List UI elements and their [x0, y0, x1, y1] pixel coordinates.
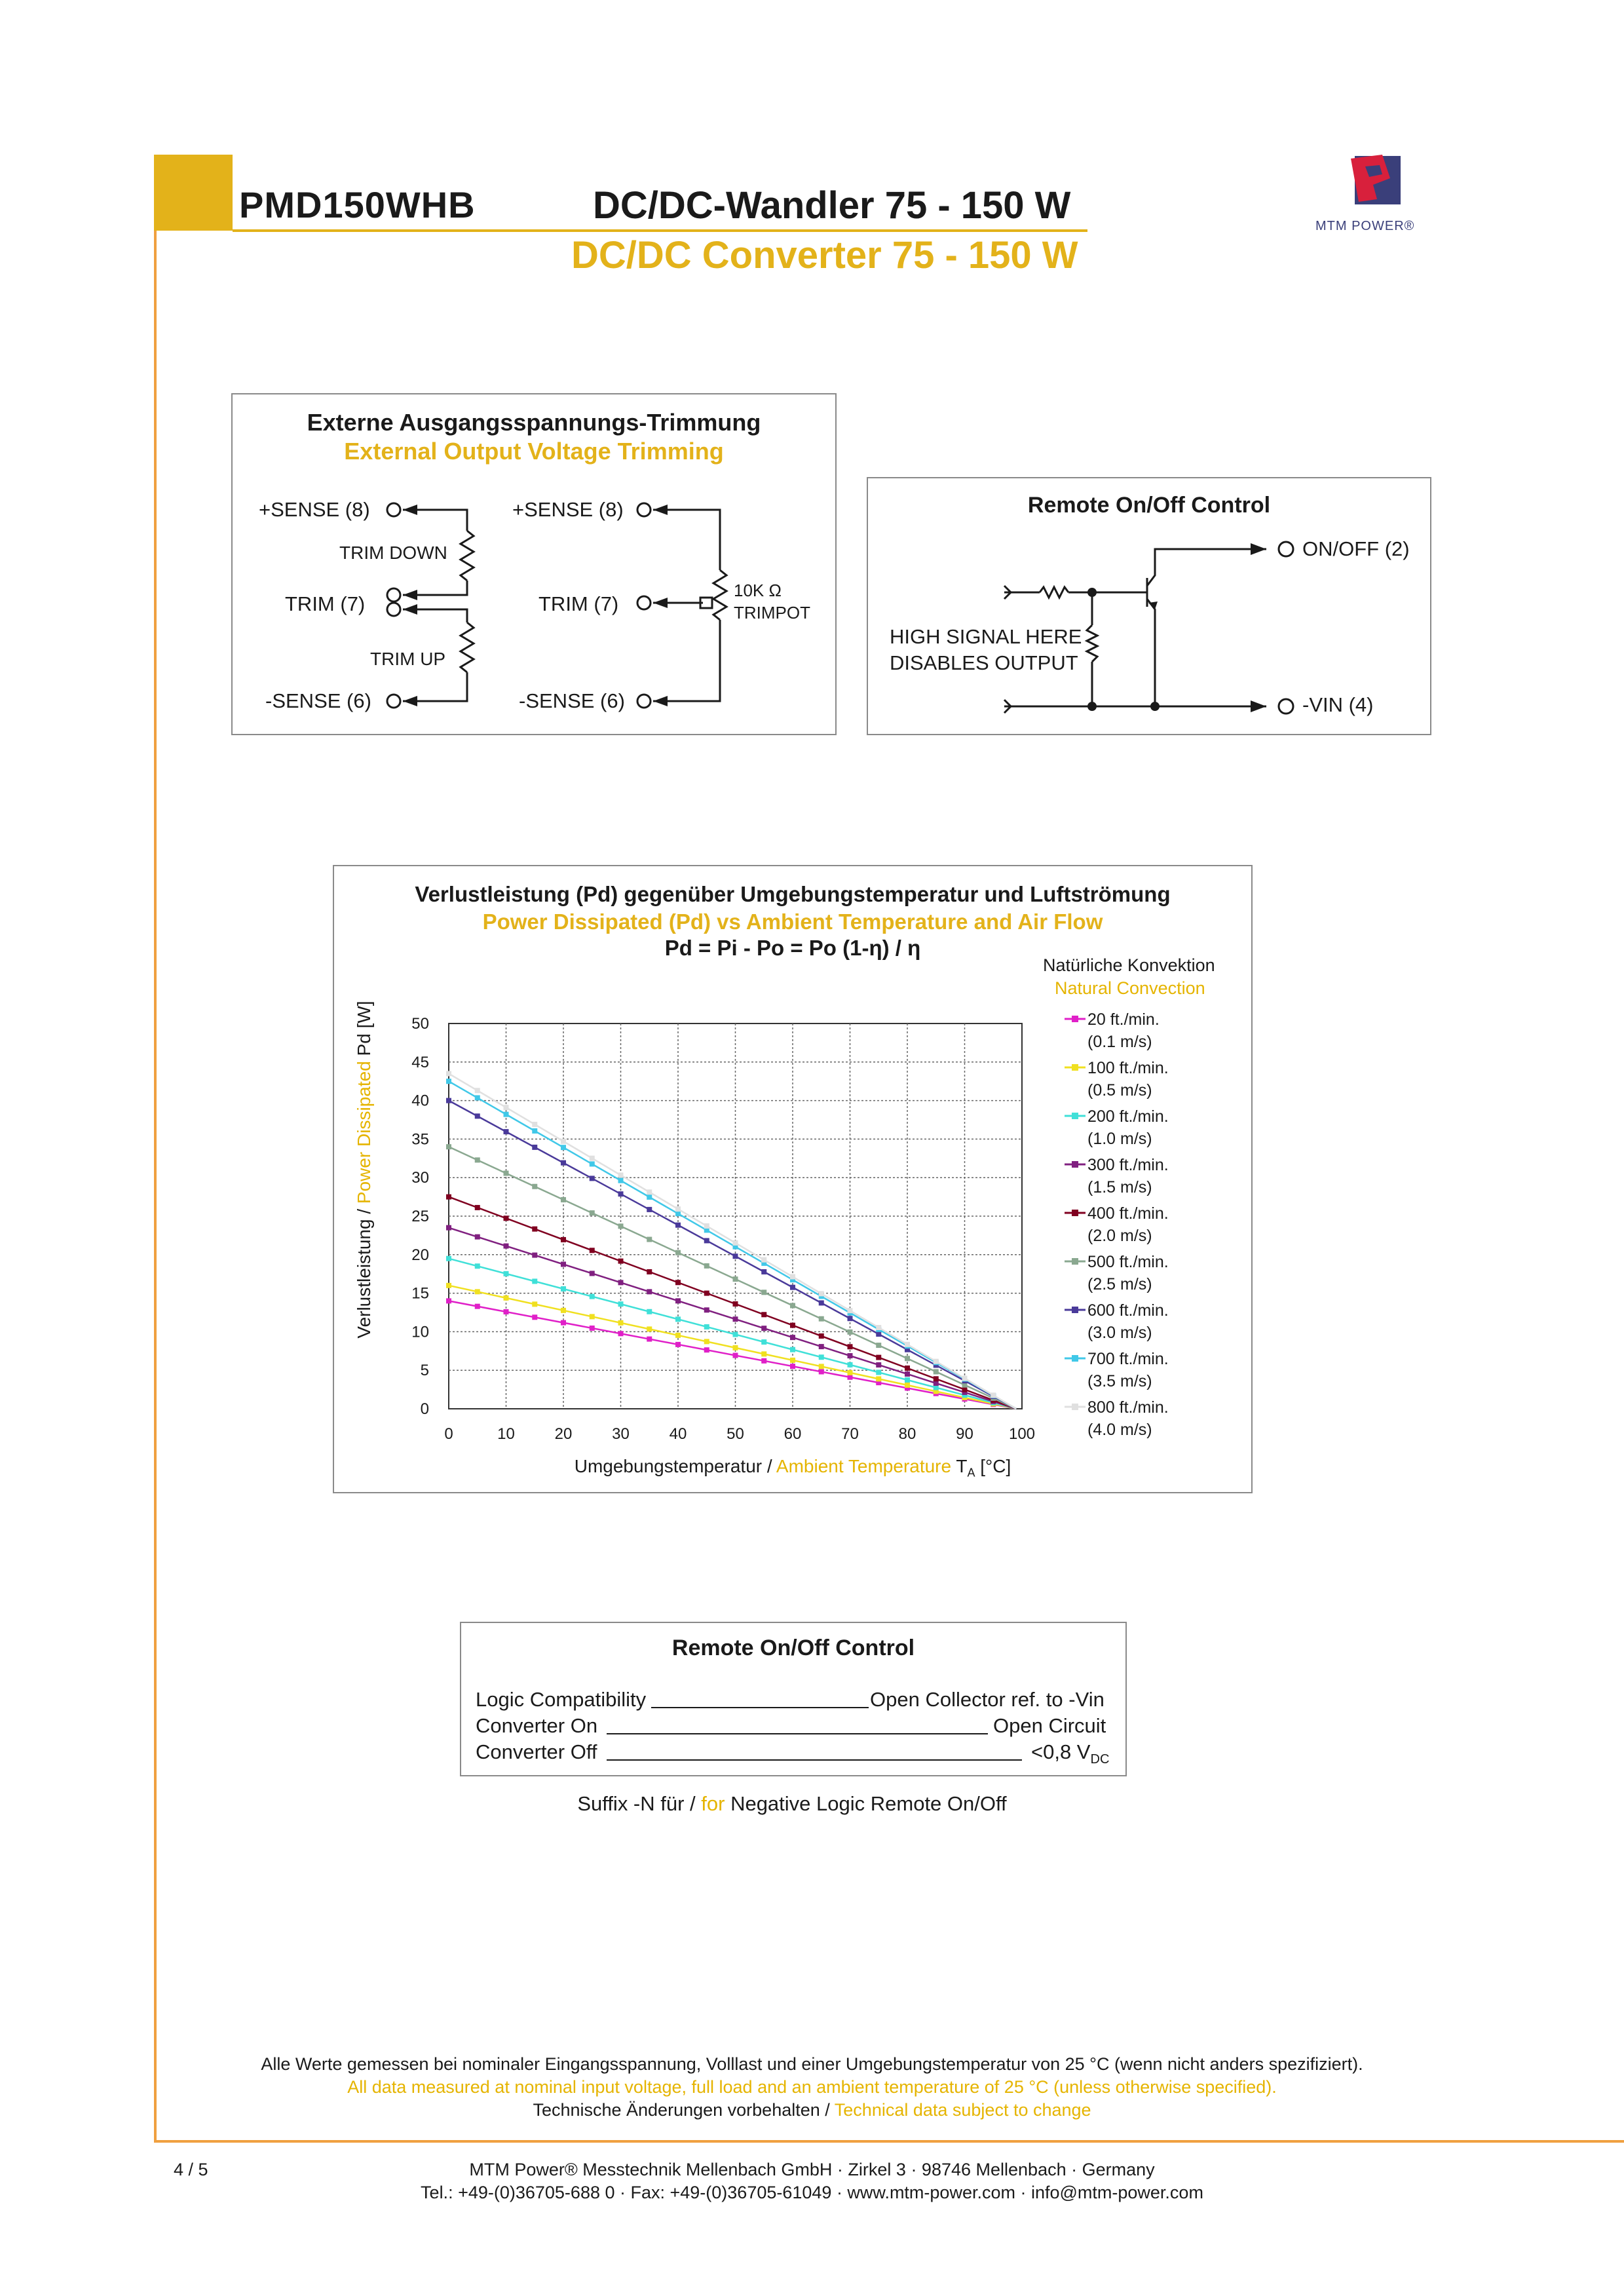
chart-series-group [446, 1071, 1016, 1409]
series-point [848, 1330, 853, 1335]
x-label-unit-sub: A [967, 1466, 975, 1480]
trim-left-sense-plus: +SENSE (8) [259, 498, 370, 521]
series-point [618, 1172, 624, 1177]
series-point [876, 1376, 881, 1381]
remote-row-logic-value: Open Collector ref. to -Vin [870, 1688, 1105, 1711]
series-point [848, 1344, 853, 1349]
legend-swatch-marker [1072, 1258, 1078, 1265]
series-point [733, 1353, 738, 1358]
series-point [446, 1283, 451, 1288]
series-point [704, 1347, 709, 1352]
series-point [475, 1095, 480, 1100]
series-point [647, 1289, 652, 1294]
series-point [590, 1314, 595, 1319]
remote-note-line2: DISABLES OUTPUT [890, 651, 1078, 674]
footer-tech-english: Technical data subject to change [834, 2100, 1091, 2120]
remote-row-on-leader [607, 1733, 988, 1734]
series-point [848, 1370, 853, 1375]
series-point [905, 1342, 910, 1347]
remote-schematic [867, 477, 1429, 733]
trim-title-german: Externe Ausgangsspannungs-Trimmung [307, 409, 761, 436]
series-point [819, 1300, 824, 1305]
series-point [790, 1347, 795, 1352]
series-point [761, 1257, 766, 1263]
trim-right-trim: TRIM (7) [538, 592, 619, 615]
x-tick-label: 50 [727, 1425, 744, 1443]
y-tick-label: 35 [411, 1130, 429, 1149]
series-500-ft-min- [446, 1144, 1016, 1409]
header-accent-block [154, 155, 233, 231]
page-number: 4 / 5 [174, 2160, 208, 2179]
chart-formula: Pd = Pi - Po = Po (1-η) / η [664, 936, 921, 960]
legend-entry-sub: (4.0 m/s) [1087, 1421, 1152, 1439]
series-200-ft-min- [446, 1256, 1016, 1409]
company-contact: Tel.: +49-(0)36705-688 0 · Fax: +49-(0)36705-61049 · www.mtm-power.com · info@mtm-power.com [421, 2183, 1203, 2202]
series-point [733, 1253, 738, 1259]
footer-technical-note [0, 2100, 1624, 2120]
series-point [819, 1354, 824, 1360]
series-point [647, 1309, 652, 1314]
legend-swatch-marker [1072, 1016, 1078, 1022]
legend-title-german: Natürliche Konvektion [1043, 955, 1215, 975]
y-label-unit: Pd [W] [354, 1001, 374, 1062]
series-point [761, 1269, 766, 1274]
x-tick-label: 10 [497, 1425, 515, 1443]
series-point [647, 1189, 652, 1195]
remote-row-on-value: Open Circuit [993, 1714, 1106, 1737]
trimpot-value: 10K Ω [734, 581, 782, 600]
series-point [590, 1294, 595, 1299]
series-point [618, 1191, 624, 1196]
series-point [761, 1290, 766, 1295]
series-point [733, 1240, 738, 1246]
series-point [905, 1383, 910, 1388]
series-point [561, 1286, 566, 1292]
footer-note-english: All data measured at nominal input voltage, full load and an ambient temperature of 25 °C (unless otherwise specified). [347, 2077, 1277, 2097]
y-tick-label: 10 [411, 1323, 429, 1341]
series-point [991, 1392, 996, 1398]
series-point [590, 1248, 595, 1253]
series-point [532, 1253, 537, 1258]
legend-entry-sub: (0.5 m/s) [1087, 1081, 1152, 1100]
y-tick-label: 50 [411, 1015, 429, 1033]
legend-entry-label: 600 ft./min. [1087, 1301, 1169, 1320]
legend-entry-sub: (3.5 m/s) [1087, 1372, 1152, 1390]
series-point [819, 1333, 824, 1339]
series-point [675, 1298, 681, 1303]
chart-y-axis-label [354, 1001, 375, 1338]
remote-row-off-leader [607, 1759, 1022, 1761]
series-point [761, 1351, 766, 1356]
series-point [733, 1301, 738, 1307]
legend-entry-sub: (1.0 m/s) [1087, 1130, 1152, 1148]
series-point [504, 1129, 509, 1134]
series-point [704, 1223, 709, 1229]
trim-right-sense-minus: -SENSE (6) [519, 689, 625, 712]
chart-title: Verlustleistung (Pd) gegenüber Umgebungstemperatur und Luftströmung [415, 882, 1171, 906]
series-point [934, 1359, 939, 1364]
footer-note-german: Alle Werte gemessen bei nominaler Eingangsspannung, Volllast und einer Umgebungstemperatur von 25 °C (wenn nicht anders spezifiziert). [261, 2054, 1363, 2074]
series-point [675, 1211, 681, 1216]
series-point [790, 1358, 795, 1363]
legend-entry-label: 300 ft./min. [1087, 1156, 1169, 1174]
x-label-german: Umgebungstemperatur / [574, 1456, 776, 1476]
series-point [876, 1355, 881, 1360]
series-point [647, 1269, 652, 1274]
remote-circuit-title: Remote On/Off Control [1027, 493, 1271, 518]
series-point [704, 1307, 709, 1312]
x-label-unit-end: [°C] [975, 1456, 1011, 1476]
remote-row-off-label: Converter Off [476, 1740, 597, 1763]
trim-left-trim-down: TRIM DOWN [339, 543, 447, 563]
series-point [848, 1316, 853, 1321]
series-400-ft-min- [446, 1195, 1016, 1409]
series-point [446, 1071, 451, 1076]
legend-entry-label: 400 ft./min. [1087, 1204, 1169, 1223]
series-point [761, 1358, 766, 1364]
chart-subtitle: Power Dissipated (Pd) vs Ambient Temperature and Air Flow [482, 909, 1103, 934]
x-tick-label: 100 [1008, 1425, 1036, 1443]
series-point [532, 1122, 537, 1127]
series-point [561, 1237, 566, 1242]
legend-entry-label: 700 ft./min. [1087, 1350, 1169, 1368]
trimpot-label: TRIMPOT [734, 603, 810, 622]
series-point [504, 1244, 509, 1249]
x-tick-label: 20 [554, 1425, 573, 1443]
series-point [475, 1289, 480, 1294]
trim-left-trim-up: TRIM UP [370, 649, 446, 669]
series-point [790, 1323, 795, 1328]
series-point [819, 1364, 824, 1369]
series-point [618, 1331, 624, 1336]
series-point [446, 1079, 451, 1084]
legend-entry-label: 800 ft./min. [1087, 1398, 1169, 1417]
series-point [876, 1362, 881, 1368]
series-point [561, 1197, 566, 1202]
series-point [905, 1366, 910, 1371]
series-point [475, 1234, 480, 1240]
series-point [504, 1171, 509, 1176]
series-point [761, 1326, 766, 1331]
series-point [446, 1298, 451, 1303]
series-point [704, 1238, 709, 1243]
legend-swatch-marker [1072, 1307, 1078, 1313]
x-tick-label: 0 [444, 1425, 453, 1443]
series-point [561, 1320, 566, 1326]
remote-row-logic-label: Logic Compatibility [476, 1688, 647, 1711]
series-point [504, 1271, 509, 1276]
series-point [819, 1316, 824, 1322]
series-point [761, 1312, 766, 1317]
series-point [675, 1223, 681, 1228]
y-tick-label: 15 [411, 1284, 429, 1303]
series-point [733, 1331, 738, 1337]
series-point [561, 1139, 566, 1144]
series-point [675, 1316, 681, 1322]
series-point [819, 1344, 824, 1349]
series-point [618, 1259, 624, 1264]
legend-entry-sub: (3.0 m/s) [1087, 1324, 1152, 1342]
series-point [561, 1308, 566, 1313]
series-point [675, 1250, 681, 1255]
series-point [647, 1207, 652, 1212]
y-tick-label: 40 [411, 1092, 429, 1110]
y-label-german: Verlustleistung / [354, 1204, 374, 1339]
page-frame-bottom [154, 2140, 1624, 2143]
x-tick-label: 60 [784, 1425, 802, 1443]
series-point [876, 1369, 881, 1375]
suffix-note [0, 1792, 1584, 1816]
series-point [704, 1324, 709, 1330]
legend-entry-label: 200 ft./min. [1087, 1107, 1169, 1126]
series-point [475, 1113, 480, 1119]
series-point [532, 1278, 537, 1284]
series-point [647, 1195, 652, 1200]
series-point [446, 1225, 451, 1231]
series-point [590, 1156, 595, 1161]
series-point [819, 1291, 824, 1296]
model-number: PMD150WHB [239, 184, 476, 225]
series-point [504, 1105, 509, 1110]
series-point [561, 1261, 566, 1267]
series-point [675, 1333, 681, 1338]
series-point [876, 1331, 881, 1337]
series-point [848, 1308, 853, 1313]
suffix-note-post: Negative Logic Remote On/Off [725, 1792, 1007, 1815]
page-frame-left [154, 155, 157, 2143]
footer-tech-german: Technische Änderungen vorbehalten / [533, 2100, 835, 2120]
remote-row-off-value [1031, 1740, 1109, 1767]
legend-swatch-marker [1072, 1064, 1078, 1071]
series-point [733, 1316, 738, 1322]
suffix-note-pre: Suffix -N für / [577, 1792, 702, 1815]
legend-swatch-marker [1072, 1210, 1078, 1216]
series-point [876, 1343, 881, 1348]
x-tick-label: 70 [841, 1425, 859, 1443]
suffix-note-for: for [701, 1792, 725, 1815]
remote-table-title: Remote On/Off Control [671, 1636, 915, 1660]
series-point [446, 1256, 451, 1261]
y-tick-label: 0 [420, 1400, 429, 1418]
x-tick-label: 40 [669, 1425, 687, 1443]
trim-right-sense-plus: +SENSE (8) [512, 498, 624, 521]
series-point [475, 1304, 480, 1309]
remote-row-logic-leader [651, 1707, 869, 1708]
series-point [790, 1274, 795, 1279]
series-800-ft-min- [446, 1071, 1016, 1409]
remote-on-off-label: ON/OFF (2) [1302, 537, 1410, 560]
series-point [733, 1276, 738, 1282]
series-point [590, 1161, 595, 1166]
series-point [590, 1210, 595, 1215]
x-label-unit: T [951, 1456, 968, 1476]
series-point [876, 1325, 881, 1330]
series-point [704, 1263, 709, 1269]
legend-entry-label: 20 ft./min. [1087, 1010, 1160, 1029]
series-point [790, 1364, 795, 1369]
series-point [647, 1326, 652, 1331]
series-700-ft-min- [446, 1079, 1016, 1409]
series-point [790, 1285, 795, 1290]
series-point [475, 1088, 480, 1093]
series-point [675, 1342, 681, 1347]
series-point [647, 1237, 652, 1242]
series-20-ft-min- [446, 1298, 1016, 1409]
series-point [848, 1353, 853, 1358]
legend-swatch-marker [1072, 1404, 1078, 1410]
legend-entry-sub: (2.0 m/s) [1087, 1227, 1152, 1245]
x-tick-label: 30 [612, 1425, 630, 1443]
series-point [905, 1377, 910, 1383]
series-point [561, 1145, 566, 1150]
legend-swatch-marker [1072, 1113, 1078, 1119]
legend-entry-sub: (0.1 m/s) [1087, 1033, 1152, 1051]
series-point [618, 1223, 624, 1229]
series-point [618, 1320, 624, 1326]
y-tick-label: 5 [420, 1362, 429, 1380]
series-point [590, 1326, 595, 1331]
series-point [848, 1375, 853, 1380]
series-point [848, 1362, 853, 1368]
series-point [590, 1176, 595, 1181]
remote-row-off-value-main: <0,8 V [1031, 1740, 1091, 1763]
series-point [446, 1195, 451, 1200]
company-address: MTM Power® Messtechnik Mellenbach GmbH · Zirkel 3 · 98746 Mellenbach · Germany [469, 2160, 1155, 2179]
series-point [504, 1215, 509, 1221]
series-point [790, 1335, 795, 1340]
legend-entry-label: 100 ft./min. [1087, 1059, 1169, 1077]
series-point [905, 1371, 910, 1377]
series-point [962, 1375, 968, 1381]
chart-ticks-group [411, 1015, 1035, 1443]
chart-plot [333, 865, 1250, 1491]
trim-schematic [231, 393, 834, 733]
series-point [675, 1280, 681, 1285]
series-point [934, 1369, 939, 1374]
series-point [790, 1303, 795, 1308]
series-point [647, 1337, 652, 1342]
remote-row-off-value-sub: DC [1090, 1752, 1110, 1767]
x-label-english: Ambient Temperature [776, 1456, 952, 1476]
series-point [504, 1112, 509, 1117]
series-point [475, 1157, 480, 1162]
trim-title-english: External Output Voltage Trimming [344, 438, 724, 465]
series-point [561, 1160, 566, 1166]
x-tick-label: 90 [956, 1425, 973, 1443]
series-point [532, 1301, 537, 1307]
series-point [819, 1369, 824, 1374]
series-point [532, 1314, 537, 1320]
series-point [733, 1345, 738, 1350]
remote-row-on-label: Converter On [476, 1714, 598, 1737]
series-point [504, 1295, 509, 1301]
series-point [618, 1280, 624, 1285]
title-german: DC/DC-Wandler 75 - 150 W [593, 184, 1071, 227]
trim-left-trim: TRIM (7) [285, 592, 366, 615]
series-point [446, 1144, 451, 1149]
series-point [532, 1145, 537, 1150]
series-point [704, 1291, 709, 1296]
legend-entry-label: 500 ft./min. [1087, 1253, 1169, 1271]
series-point [618, 1178, 624, 1183]
trim-left-sense-minus: -SENSE (6) [265, 689, 371, 712]
series-point [590, 1271, 595, 1276]
y-tick-label: 45 [411, 1053, 429, 1071]
legend-entry-sub: (1.5 m/s) [1087, 1178, 1152, 1196]
y-tick-label: 25 [411, 1208, 429, 1225]
chart-legend [1065, 1010, 1169, 1439]
title-english: DC/DC Converter 75 - 150 W [571, 234, 1078, 277]
series-point [475, 1263, 480, 1269]
series-point [962, 1387, 968, 1392]
logo-text: MTM POWER® [1315, 219, 1415, 233]
legend-title-english: Natural Convection [1055, 978, 1205, 998]
series-point [704, 1339, 709, 1344]
chart-grid [449, 1024, 1022, 1409]
series-point [475, 1205, 480, 1210]
legend-entry-sub: (2.5 m/s) [1087, 1275, 1152, 1293]
chart-x-axis-label [333, 1456, 1253, 1480]
series-point [504, 1309, 509, 1314]
series-point [675, 1206, 681, 1212]
series-point [532, 1227, 537, 1232]
series-point [618, 1301, 624, 1307]
remote-note-line1: HIGH SIGNAL HERE [890, 625, 1082, 648]
header-rule [233, 229, 1087, 232]
y-label-english: Power Dissipated [354, 1061, 374, 1204]
y-tick-label: 20 [411, 1246, 429, 1264]
series-point [532, 1184, 537, 1189]
series-point [532, 1128, 537, 1134]
y-tick-label: 30 [411, 1169, 429, 1187]
remote-vin-label: -VIN (4) [1302, 693, 1374, 716]
x-tick-label: 80 [898, 1425, 916, 1443]
legend-swatch-marker [1072, 1355, 1078, 1362]
series-point [934, 1376, 939, 1381]
series-point [761, 1339, 766, 1345]
legend-swatch-marker [1072, 1161, 1078, 1168]
series-point [446, 1098, 451, 1103]
series-point [905, 1356, 910, 1361]
